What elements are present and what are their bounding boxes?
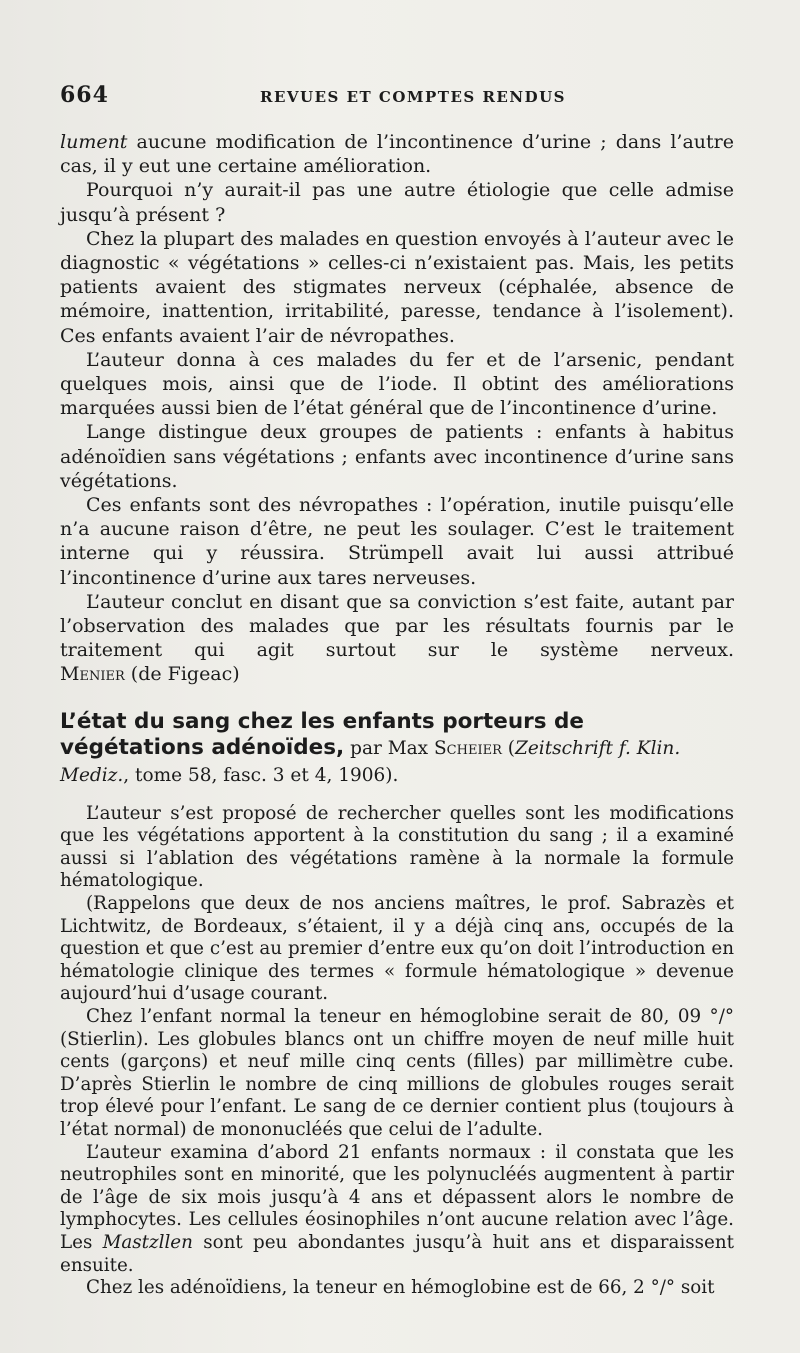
article-title: L’état du sang chez les enfants porteurs de végétations adénoïdes, (60, 708, 584, 760)
paragraph: Chez l’enfant normal la teneur en hémoglobine serait de 80, 09 °/° (Stierlin). Les globules blancs ont un chiffre moyen de neuf mille huit cents (garçons) et neuf mille cinq cents (filles) par millimètre cube. D’après Stierlin le nombre de cinq millions de globules rouges serait trop élevé pour l’enfant. Le sang de ce dernier contient plus (toujours à l’état normal) de mononucléés que celui de l’adulte. (60, 1006, 734, 1140)
review-signature (60, 663, 240, 685)
italic-word: Mastzllen (102, 1231, 193, 1253)
italic-word: lument (60, 131, 128, 153)
article-body (60, 803, 734, 1300)
paragraph: L’auteur conclut en disant que sa conviction s’est faite, autant par l’observation des malades que par les résultats fournis par le traitement qui agit surtout sur le système nerveux. Menier (de Figeac) (60, 590, 734, 686)
article-heading (60, 709, 734, 789)
paragraph: Chez la plupart des malades en question envoyés à l’auteur avec le diagnostic « végétations » celles-ci n’existaient pas. Mais, les petits patients avaient des stigmates nerveux (céphalée, absence de mémoire, inattention, irritabilité, paresse, tendance à l’isolement). Ces enfants avaient l’air de névropathes. (60, 227, 734, 347)
paragraph: L’auteur s’est proposé de rechercher quelles sont les modifications que les végétations apportent à la constitution du sang ; il a examiné aussi si l’ablation des végétations ramène à la normale la formule hématologique. (60, 802, 734, 892)
journal-name: Zeitschrift f. Klin. Mediz. (60, 737, 681, 786)
reviewer-place: (de Figeac) (130, 663, 240, 686)
paragraph: Pourquoi n’y aurait-il pas une autre étiologie que celle admise jusqu’à présent ? (60, 179, 734, 226)
page-body (60, 130, 734, 1300)
paragraph: Lange distingue deux groupes de patients : enfants à habitus adénoïdien sans végétations ; enfants avec incontinence d’urine sans végétations. (60, 421, 734, 492)
paragraph: Ces enfants sont des névropathes : l’opération, inutile puisqu’elle n’a aucune raison d’être, ne peut les soulager. C’est le traitement interne qui y réussira. Strümpell avait lui aussi attribué l’incontinence d’urine aux tares nerveuses. (60, 494, 734, 589)
article-author: Scheier (434, 737, 502, 759)
reviewer-name: Menier (60, 663, 125, 686)
paragraph: Chez les adénoïdiens, la teneur en hémoglobine est de 66, 2 °/° soit (86, 1277, 715, 1299)
running-title: REVUES ET COMPTES RENDUS (260, 88, 566, 106)
page-number: 664 (60, 82, 109, 108)
paragraph: L’auteur examina d’abord 21 enfants normaux : il constata que les neutrophiles sont en minorité, que les polynucléés augmentent à partir de l’âge de six mois jusqu’à 4 ans et dépassent alors le nombre de lymphocytes. Les cellules éosinophiles n’ont aucune relation avec l’âge. Les Mastzllen sont peu abondantes jusqu’à huit ans et disparaissent ensuite. (60, 1141, 734, 1276)
article-citation: par Max Scheier (Zeitschrift f. Klin. Mediz., tome 58, fasc. 3 et 4, 1906). (60, 737, 681, 786)
running-header (60, 82, 740, 122)
paragraph: L’auteur donna à ces malades du fer et de l’arsenic, pendant quelques mois, ainsi que de l’iode. Il obtint des améliorations marquées aussi bien de l’état général que de l’incontinence d’urine. (60, 348, 734, 420)
paragraph: (Rappelons que deux de nos anciens maîtres, le prof. Sabrazès et Lichtwitz, de Bordeaux, s’étaient, il y a déjà cinq ans, occupés de la question et que c’est au premier d’entre eux qu’on doit l’introduction en hématologie clinique des termes « formule hématologique » devenue aujourd’hui d’usage courant. (60, 893, 734, 1005)
paragraph: lument aucune modification de l’incontinence d’urine ; dans l’autre cas, il y eut une certaine amélioration. (60, 131, 734, 178)
